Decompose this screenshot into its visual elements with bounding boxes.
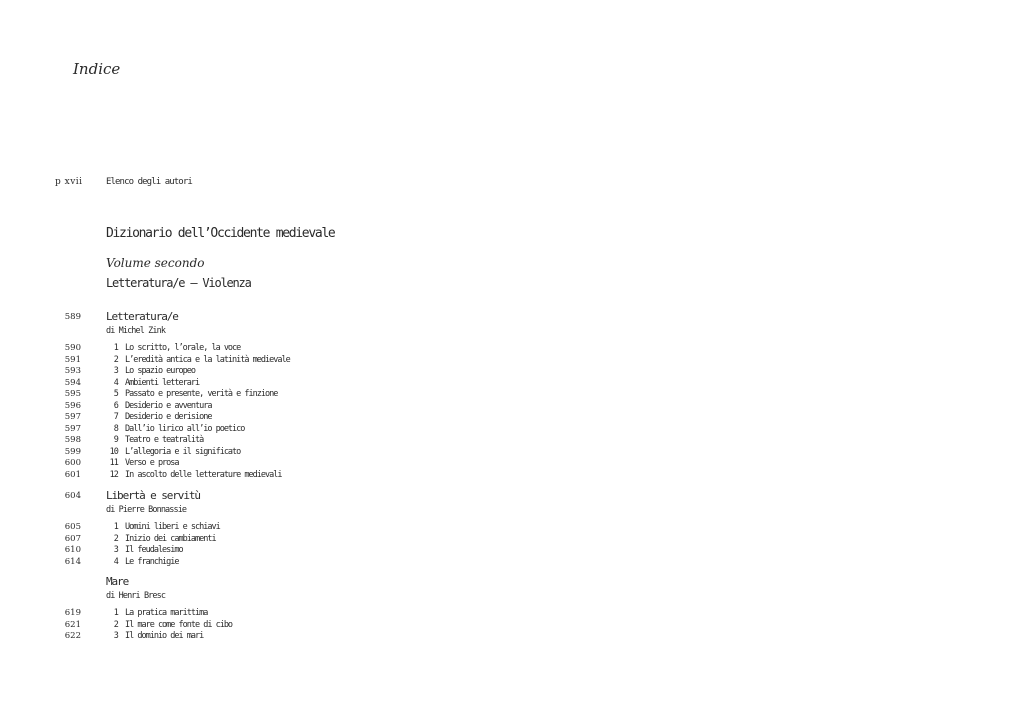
toc-entry[interactable] [55,355,455,367]
entry-number: 8 [113,423,118,434]
entry-title: Passato e presente, verità e finzione [125,389,278,399]
volume-range: Letteratura/e – Violenza [106,276,251,290]
entry-page-number: 601 [64,469,81,480]
entry-number: 1 [113,522,118,532]
toc-entry[interactable] [55,389,455,401]
toc-entry[interactable] [55,522,455,534]
section-entries [55,522,455,568]
toc-entry[interactable] [55,631,455,643]
authors-list-page-number: p xvii [55,177,83,187]
entry-number: 3 [113,545,118,555]
entry-number: 10 [109,446,118,457]
section-page-number: 604 [64,491,81,501]
entry-page-number: 622 [64,631,81,641]
toc-entry[interactable] [55,608,455,620]
toc-entry[interactable] [55,534,455,546]
section-title[interactable]: Letteratura/e [106,310,178,323]
entry-title: In ascolto delle letterature medievali [125,469,282,480]
entry-page-number: 599 [64,446,81,457]
entry-title: Il mare come fonte di cibo [125,619,233,630]
section-entries [55,608,455,643]
toc-entry[interactable] [55,424,455,436]
section-entries [55,343,455,481]
entry-number: 2 [113,354,118,365]
entry-page-number: 619 [64,608,81,618]
entry-title: L’eredità antica e la latinità medievale [125,354,290,365]
section-page-number: 589 [64,312,81,322]
entry-number: 2 [113,619,118,630]
entry-page-number: 610 [64,545,81,555]
section-author: di Michel Zink [106,326,166,336]
toc-entry[interactable] [55,458,455,470]
entry-number: 9 [113,435,118,445]
entry-page-number: 591 [64,354,81,365]
entry-title: Uomini liberi e schiavi [125,522,220,532]
entry-page-number: 598 [64,435,81,445]
entry-page-number: 614 [64,556,81,567]
entry-title: Lo spazio europeo [125,366,195,376]
volume-label: Volume secondo [106,256,205,270]
toc-section [55,575,455,643]
section-title[interactable]: Libertà e servitù [106,489,200,502]
toc-entry[interactable] [55,620,455,632]
entry-title: Verso e prosa [125,458,179,468]
entry-number: 5 [113,389,118,399]
page-heading: Indice [73,60,121,78]
entry-page-number: 590 [64,343,81,353]
entry-number: 1 [113,343,118,353]
entry-title: Il feudalesimo [125,545,183,555]
toc-entry[interactable] [55,412,455,424]
entry-number: 4 [113,377,118,388]
toc-entry[interactable] [55,470,455,482]
entry-title: Desiderio e derisione [125,412,212,422]
toc-section [55,310,455,481]
entry-page-number: 593 [64,366,81,376]
entry-number: 3 [113,631,118,641]
entry-number: 2 [113,533,118,544]
entry-title: Le franchigie [125,556,179,567]
entry-page-number: 596 [64,400,81,411]
entry-page-number: 621 [64,619,81,630]
work-title: Dizionario dell’Occidente medievale [106,226,335,241]
toc-entry[interactable] [55,557,455,569]
section-title[interactable]: Mare [106,575,129,588]
entry-number: 4 [113,556,118,567]
toc-entry[interactable] [55,343,455,355]
toc-entry[interactable] [55,447,455,459]
toc-section [55,489,455,568]
entry-page-number: 595 [64,389,81,399]
toc-entry[interactable] [55,378,455,390]
section-author: di Henri Bresc [106,591,166,601]
entry-page-number: 597 [64,412,81,422]
toc-entry[interactable] [55,545,455,557]
toc-entry[interactable] [55,401,455,413]
entry-title: Ambienti letterari [125,377,200,388]
entry-page-number: 594 [64,377,81,388]
entry-title: Il dominio dei mari [125,631,204,641]
section-author: di Pierre Bonnassie [106,505,187,515]
entry-number: 7 [113,412,118,422]
entry-page-number: 597 [64,423,81,434]
entry-title: Teatro e teatralità [125,435,204,445]
entry-page-number: 605 [64,522,81,532]
entry-title: Desiderio e avventura [125,400,212,411]
entry-title: Lo scritto, l’orale, la voce [125,343,241,353]
toc-entry[interactable] [55,366,455,378]
entry-title: Dall’io lirico all’io poetico [125,423,245,434]
entry-number: 12 [109,469,118,480]
entry-page-number: 607 [64,533,81,544]
entry-title: Inizio dei cambiamenti [125,533,216,544]
entry-title: L’allegoria e il significato [125,446,241,457]
entry-number: 6 [113,400,118,411]
authors-list-link[interactable]: Elenco degli autori [106,177,192,187]
entry-number: 1 [113,608,118,618]
entry-number: 11 [109,458,118,468]
toc-entry[interactable] [55,435,455,447]
entry-title: La pratica marittima [125,608,208,618]
entry-number: 3 [113,366,118,376]
entry-page-number: 600 [64,458,81,468]
